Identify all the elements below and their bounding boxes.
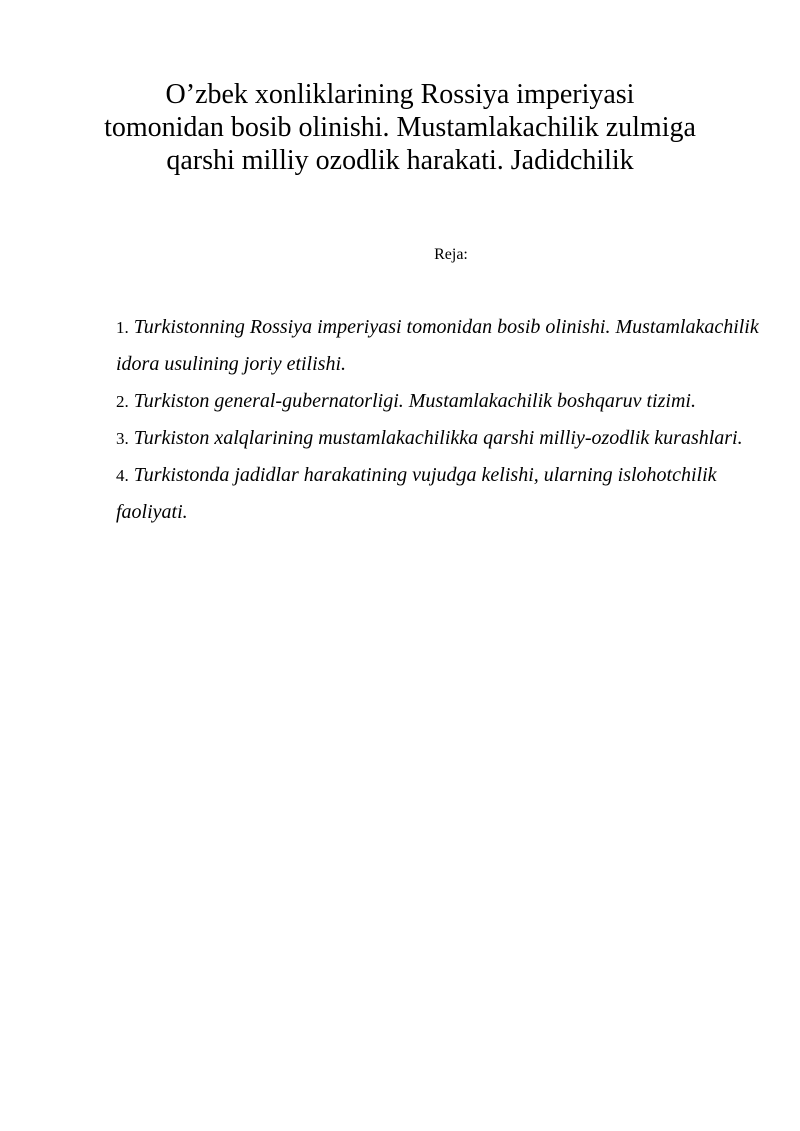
- title-line: O’zbek xonliklarining Rossiya imperiyasi: [165, 79, 635, 110]
- plan-item-text: Turkiston general-gubernatorligi. Mustamlakachilik boshqaruv tizimi.: [133, 390, 696, 412]
- plan-item-number: 3.: [116, 429, 129, 448]
- plan-item: [116, 383, 766, 420]
- title-line: tomonidan bosib olinishi. Mustamlakachilik zulmiga: [104, 112, 696, 143]
- plan-list: [116, 309, 766, 531]
- plan-item: [116, 420, 766, 457]
- title-line: qarshi milliy ozodlik harakati. Jadidchilik: [166, 145, 634, 176]
- document-title: [100, 78, 700, 177]
- plan-item-text: Turkistonning Rossiya imperiyasi tomonidan bosib olinishi. Mustamlakachilik idora usulining joriy etilishi.: [116, 316, 759, 375]
- plan-item-text: Turkistonda jadidlar harakatining vujudga kelishi, ularning islohotchilik faoliyati.: [116, 464, 717, 523]
- plan-label: Reja:: [434, 246, 468, 263]
- plan-item-text: Turkiston xalqlarining mustamlakachilikka qarshi milliy-ozodlik kurashlari.: [133, 427, 743, 449]
- plan-item-number: 1.: [116, 318, 129, 337]
- plan-item: [116, 457, 766, 531]
- plan-item: [116, 309, 766, 383]
- plan-item-number: 4.: [116, 466, 129, 485]
- plan-item-number: 2.: [116, 392, 129, 411]
